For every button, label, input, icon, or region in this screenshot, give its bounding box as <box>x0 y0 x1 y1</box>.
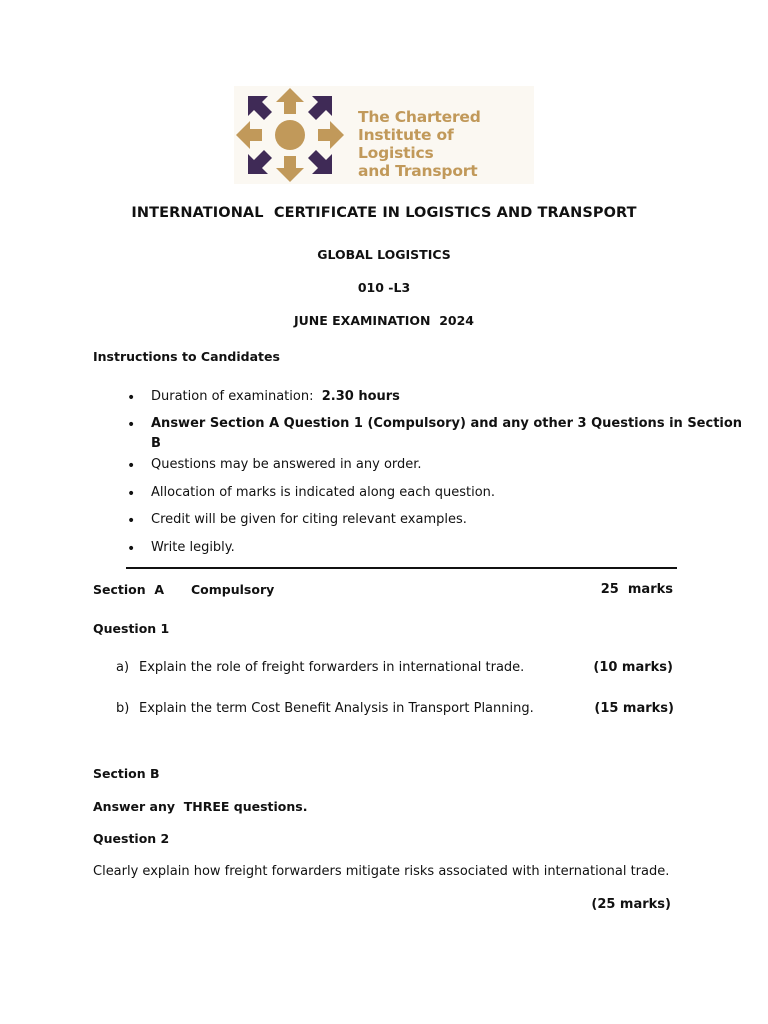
section-a-marks: 25 marks <box>600 582 673 597</box>
question-2-title: Question 2 <box>93 831 170 846</box>
bullet-icon: • <box>127 513 136 529</box>
logo-emblem-icon <box>234 86 350 184</box>
instruction-item: Questions may be answered in any order. <box>151 457 422 472</box>
course-code: 010 -L3 <box>357 280 411 295</box>
bullet-icon: • <box>127 486 136 502</box>
section-a-label: Section A <box>93 582 165 597</box>
exam-session: JUNE EXAMINATION 2024 <box>293 313 475 328</box>
bullet-icon: • <box>127 417 136 433</box>
logo <box>234 86 534 184</box>
answer-line-1: Answer Section A Question 1 (Compulsory) and any other 3 Questions in Section <box>151 416 743 431</box>
duration-label: Duration of examination: <box>151 389 322 404</box>
section-b-instruction: Answer any THREE questions. <box>93 799 308 814</box>
duration-value: 2.30 hours <box>321 389 400 404</box>
logo-line-1: The Chartered <box>358 108 481 126</box>
instruction-duration <box>151 387 681 407</box>
instruction-answer <box>151 414 743 454</box>
part-letter: a) <box>116 660 130 675</box>
bullet-icon: • <box>127 390 136 406</box>
logo-line-3: and Transport <box>358 162 478 180</box>
instruction-item: Allocation of marks is indicated along each question. <box>151 485 496 500</box>
part-text: Explain the term Cost Benefit Analysis in Transport Planning. <box>139 701 534 716</box>
section-a-type: Compulsory <box>191 582 275 597</box>
instruction-item: Write legibly. <box>151 540 235 555</box>
logo-line-2: Institute of Logistics <box>358 126 454 162</box>
section-divider <box>126 567 677 569</box>
question-2-marks: (25 marks) <box>591 897 671 912</box>
section-b-label: Section B <box>93 766 160 781</box>
instructions-heading: Instructions to Candidates <box>93 349 280 364</box>
question-2-text: Clearly explain how freight forwarders mitigate risks associated with international trade. <box>93 864 670 879</box>
logo-org-name <box>358 108 534 180</box>
part-text: Explain the role of freight forwarders in international trade. <box>139 660 525 675</box>
bullet-icon: • <box>127 458 136 474</box>
part-marks: (15 marks) <box>594 701 674 716</box>
instruction-item: Credit will be given for citing relevant examples. <box>151 512 467 527</box>
document-title: INTERNATIONAL CERTIFICATE IN LOGISTICS AND TRANSPORT <box>131 205 637 221</box>
answer-line-2: B <box>151 436 161 451</box>
subject-name: GLOBAL LOGISTICS <box>317 247 451 262</box>
part-marks: (10 marks) <box>593 660 673 675</box>
question-1-title: Question 1 <box>93 621 170 636</box>
bullet-icon: • <box>127 541 136 557</box>
part-letter: b) <box>116 701 130 716</box>
